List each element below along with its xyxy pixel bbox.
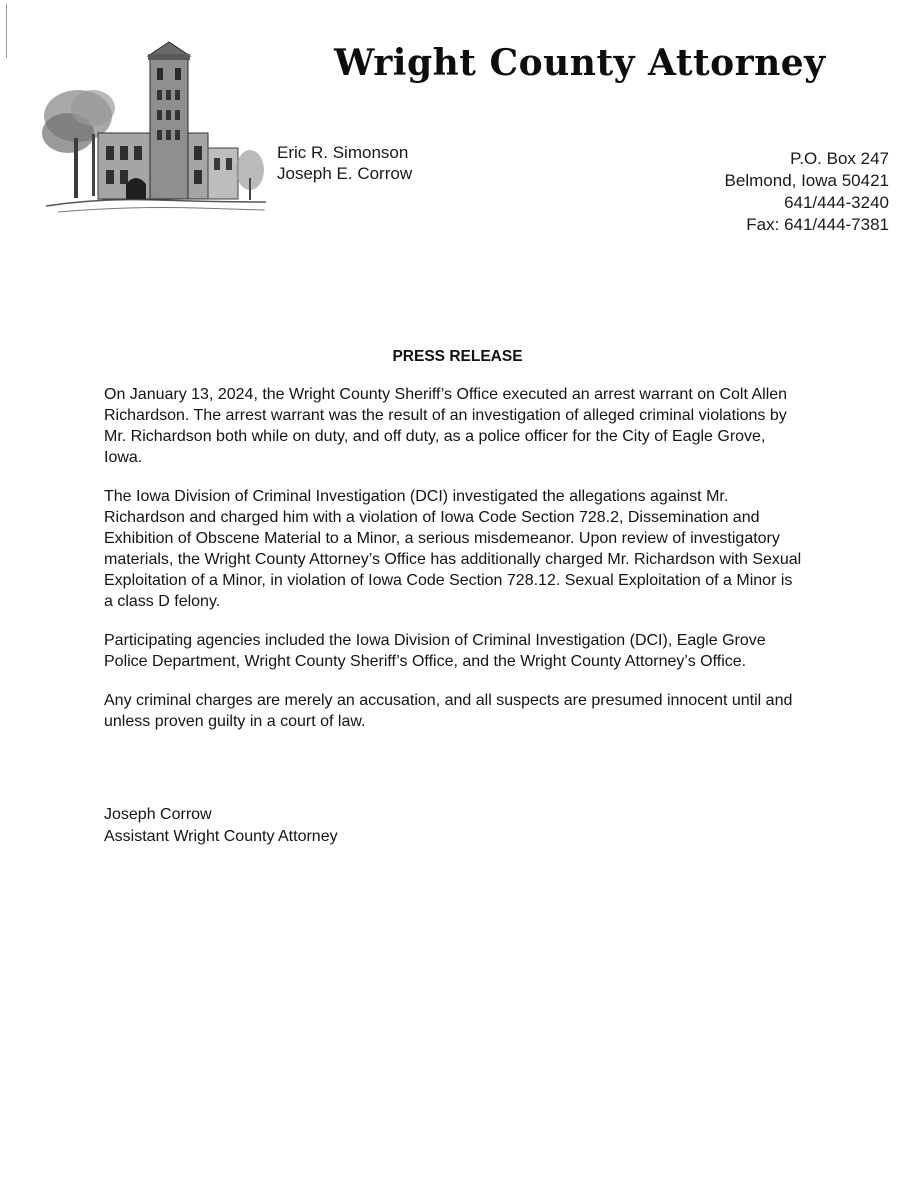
body-paragraph: The Iowa Division of Criminal Investigation (DCI) investigated the allegations against Mr. Richardson and charged him with a violation of Iowa Code Section 728.2, Dissemination and Exhibition of Obscene Material to a Minor, a serious misdemeanor. Upon review of investigatory materials, the Wright County Attorney’s Office has additionally charged Mr. Richardson with Sexual Exploitation of a Minor, in violation of Iowa Code Section 728.12. Sexual Exploitation of a Minor is a class D felony. — [104, 488, 802, 610]
signature-block — [104, 804, 338, 848]
press-release-body — [104, 384, 804, 750]
phone-number: 641/444-3240 — [784, 193, 889, 212]
body-paragraph: On January 13, 2024, the Wright County Sheriff’s Office executed an arrest warrant on Colt Allen Richardson. The arrest warrant was the result of an investigation of alleged criminal violations by Mr. Richardson both while on duty, and off duty, as a police officer for the City of Eagle Grove, Iowa. — [104, 386, 788, 466]
attorney-name: Eric R. Simonson — [277, 143, 409, 162]
attorney-names — [277, 142, 412, 184]
po-box: P.O. Box 247 — [790, 149, 889, 168]
signatory-name: Joseph Corrow — [104, 806, 212, 823]
body-paragraph: Participating agencies included the Iowa Division of Criminal Investigation (DCI), Eagle Grove Police Department, Wright County Sheriff’s Office, and the Wright County Attorney’s Office. — [104, 632, 766, 670]
city-state-zip: Belmond, Iowa 50421 — [724, 171, 889, 190]
body-paragraph: Any criminal charges are merely an accusation, and all suspects are presumed innocent until and unless proven guilty in a court of law. — [104, 692, 793, 730]
attorney-name: Joseph E. Corrow — [277, 164, 413, 183]
courthouse-illustration-icon — [38, 38, 270, 218]
contact-block — [725, 148, 889, 236]
signatory-title: Assistant Wright County Attorney — [104, 828, 338, 845]
office-title: Wright County Attorney — [334, 42, 826, 84]
fax-number: Fax: 641/444-7381 — [746, 215, 889, 234]
scan-edge-mark — [6, 4, 7, 58]
press-release-heading: PRESS RELEASE — [392, 348, 523, 365]
